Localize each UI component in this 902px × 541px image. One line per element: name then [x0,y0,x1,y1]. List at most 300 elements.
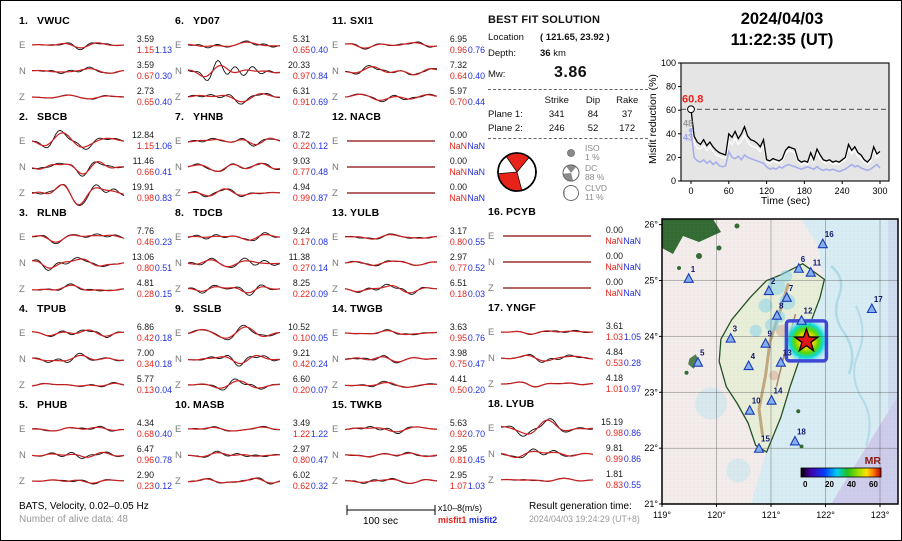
trace-values [124,130,172,151]
waveform-trace [188,276,280,302]
trace-values [280,470,328,491]
component-label: E [488,326,495,338]
trace-values [124,348,172,369]
station-header [19,111,173,128]
misfit1-value: 0.99 [605,454,623,464]
misfit2-value: NaN [623,288,641,298]
trace-values [124,34,172,55]
station-number: 13. [332,207,348,219]
waveform-row [19,58,173,84]
trace-amplitude: 5.63 [449,418,467,429]
component-label: Z [332,475,338,487]
waveform-row [175,58,329,84]
waveform-trace [32,320,124,346]
waveform-trace [32,180,124,206]
misfit1-value: 0.95 [449,333,467,343]
trace-amplitude: 7.00 [136,348,154,359]
station-group-twkb [332,399,486,495]
mw-value: 3.86 [554,64,588,81]
misfit1-value: 0.98 [136,193,154,203]
waveform-row [332,224,486,250]
station-header [175,111,329,128]
alive-data-count: Number of alive data: 48 [19,514,128,525]
component-label: N [332,65,339,77]
trace-amplitude: 8.72 [292,130,310,141]
misfit2-value: 0.86 [623,454,641,464]
trace-values [437,60,485,81]
waveform-row [488,371,642,397]
svg-text:121°: 121° [761,510,781,520]
trace-values [124,444,172,465]
focal-mechanism-beachball-icon [494,149,540,195]
misfit2-value: 0.12 [310,141,328,151]
trace-amplitude: 2.97 [292,444,310,455]
trace-amplitude: 15.19 [600,417,623,428]
misfit2-value: 0.32 [310,481,328,491]
misfit1-value: NaN [605,262,623,272]
trace-values [280,226,328,247]
waveform-row [19,224,173,250]
misfit1-value: 0.80 [136,263,154,273]
waveform-row [488,223,642,249]
svg-text:14: 14 [773,386,783,396]
waveform-trace [345,468,437,494]
station-name: LYUB [506,398,535,410]
station-name: TWGB [350,303,383,315]
misfit2-value: 0.40 [467,71,485,81]
trace-amplitude: 9.81 [605,443,623,454]
misfit1-value: 0.80 [449,237,467,247]
station-header [175,207,329,224]
station-header [332,111,486,128]
waveform-row [488,319,642,345]
col-dip: Dip [585,94,601,106]
component-label: Z [332,187,338,199]
misfit2-value: 0.51 [154,263,172,273]
svg-text:43: 43 [683,132,694,143]
component-label: Z [332,91,338,103]
misfit2-value: 0.04 [154,385,172,395]
trace-amplitude: 6.60 [292,374,310,385]
result-time-value: 2024/04/03 19:24:29 (UT+8) [529,514,640,524]
trace-amplitude: 11.38 [288,252,310,263]
waveform-row [175,276,329,302]
misfit1-value: NaN [449,141,467,151]
mw-label: Mw: [488,69,506,80]
trace-values [124,182,172,203]
station-header [175,15,329,32]
misfit1-value: NaN [605,236,623,246]
trace-values [280,182,328,203]
decomp-dc: DC 88 % [562,163,607,183]
waveform-trace [188,32,280,58]
waveform-trace [188,416,280,442]
misfit2-value: NaN [467,167,485,177]
trace-amplitude: 2.73 [136,86,154,97]
misfit1-value: NaN [449,193,467,203]
trace-amplitude: 6.47 [136,444,154,455]
filter-info: BATS, Velocity, 0.02–0.05 Hz [19,501,149,512]
waveform-trace [188,468,280,494]
component-label: N [175,353,182,365]
waveform-trace [32,468,124,494]
waveform-row [332,416,486,442]
misfit2-value: 0.18 [154,359,172,369]
trace-values [124,252,172,273]
misfit1-value: 0.67 [136,71,154,81]
misfit1-value: 0.97 [292,71,310,81]
location-value: ( 121.65, 23.92 ) [540,32,610,43]
misfit2-value: NaN [623,236,641,246]
station-header [488,302,642,319]
waveform-trace [345,224,437,250]
svg-text:24°: 24° [644,331,658,342]
waveform-trace [501,223,593,249]
misfit2-value: 0.03 [467,289,485,299]
iso-icon [562,144,580,162]
station-name: TDCB [193,207,223,219]
trace-values [593,251,641,272]
trace-values [280,156,328,177]
waveform-trace [345,250,437,276]
misfit1-value: 0.80 [292,455,310,465]
trace-values [593,443,641,464]
svg-text:26°: 26° [644,219,658,230]
station-group-vwuc [19,15,173,111]
component-label: Z [19,91,25,103]
component-label: N [19,65,26,77]
misfit1-value: 0.34 [136,359,154,369]
waveform-row [175,128,329,154]
waveform-trace [345,346,437,372]
component-label: Z [488,282,494,294]
trace-values [280,278,328,299]
trace-values [437,348,485,369]
station-header [19,15,173,32]
waveform-row [19,372,173,398]
misfit2-value: 0.40 [154,97,172,107]
trace-values [280,86,328,107]
component-label: E [332,39,339,51]
waveform-trace [345,58,437,84]
misfit2-value: 0.69 [310,97,328,107]
component-label: Z [488,378,494,390]
misfit2-value: 0.15 [154,289,172,299]
trace-values [280,322,328,343]
trace-amplitude: 19.91 [131,182,154,193]
trace-values [124,226,172,247]
component-label: E [332,135,339,147]
component-label: N [175,65,182,77]
misfit2-value: 0.05 [310,333,328,343]
svg-text:180: 180 [796,186,812,196]
svg-text:60: 60 [723,186,734,196]
waveform-trace [345,442,437,468]
misfit1-value: 0.13 [136,385,154,395]
trace-amplitude: 7.76 [136,226,154,237]
trace-values [124,278,172,299]
misfit1-value: 0.77 [449,263,467,273]
misfit1-value: 0.65 [136,97,154,107]
station-number: 10. [175,399,191,411]
component-label: E [332,423,339,435]
waveform-row [175,250,329,276]
station-number: 8. [175,207,185,219]
station-number: 18. [488,398,504,410]
component-label: N [488,352,495,364]
trace-amplitude: 0.00 [605,277,623,288]
component-label: N [175,161,182,173]
component-label: Z [332,379,338,391]
trace-amplitude: 5.31 [292,34,310,45]
misfit2-value: 1.06 [154,141,172,151]
station-number: 2. [19,111,29,123]
misfit-chart-ylabel: Misfit reduction (%) [647,74,659,164]
waveform-row [19,128,173,154]
waveform-row [19,468,173,494]
station-name: SXI1 [350,15,374,27]
misfit2-value: 1.03 [467,481,485,491]
waveform-row [19,276,173,302]
misfit2-value: 0.18 [154,333,172,343]
misfit1-value: 1.03 [605,332,623,342]
station-name: SBCB [37,111,68,123]
trace-amplitude: 8.25 [292,278,310,289]
trace-amplitude: 4.94 [292,182,310,193]
misfit1-value: 1.07 [449,481,467,491]
waveform-row [175,372,329,398]
table-row: Plane 2: 246 52 172 [488,122,636,134]
misfit1-value: 0.70 [449,97,467,107]
station-group-yd07 [175,15,329,111]
trace-amplitude: 0.00 [449,182,467,193]
misfit2-value: 0.48 [310,167,328,177]
station-name: YNGF [506,302,536,314]
component-label: N [332,161,339,173]
misfit2-value: 0.12 [154,481,172,491]
misfit2-value: 0.83 [154,193,172,203]
svg-text:18: 18 [796,427,806,437]
waveform-row [175,224,329,250]
component-label: N [175,449,182,461]
nodal-plane-table [488,93,648,135]
solution-title: BEST FIT SOLUTION [488,14,601,26]
waveform-trace [345,416,437,442]
svg-text:240: 240 [834,186,850,196]
station-header [19,303,173,320]
waveform-trace [32,84,124,110]
station-group-tpub [19,303,173,399]
event-date: 2024/04/03 [740,10,824,28]
trace-amplitude: 3.98 [449,348,467,359]
waveform-trace [32,128,124,154]
waveform-row [332,32,486,58]
trace-values [124,322,172,343]
trace-values [437,182,485,203]
svg-text:123°: 123° [870,510,890,520]
waveform-row [19,250,173,276]
amplitude-units: x10–8(m/s) [438,503,482,513]
station-number: 11. [332,15,347,27]
waveform-row [488,249,642,275]
component-label: E [19,423,26,435]
trace-values [437,86,485,107]
misfit2-value: 0.09 [310,289,328,299]
waveform-row [175,442,329,468]
location-label: Location [488,32,524,43]
misfit1-value: 0.22 [292,141,310,151]
misfit2-value: 0.23 [154,237,172,247]
misfit1-value: 0.64 [449,71,467,81]
trace-amplitude: 6.31 [292,86,310,97]
trace-values [437,156,485,177]
station-group-phub [19,399,173,495]
waveform-row [332,84,486,110]
waveform-row [175,346,329,372]
component-label: E [175,327,182,339]
col-strike: Strike [544,94,569,106]
waveform-trace [501,319,593,345]
component-label: Z [19,283,25,295]
misfit1-value: 0.66 [136,167,154,177]
waveform-trace [501,249,593,275]
misfit1-value: 0.75 [449,359,467,369]
waveform-trace [345,180,437,206]
trace-values [593,321,641,342]
waveform-row [332,154,486,180]
col-rake: Rake [616,94,639,106]
component-label: E [175,231,182,243]
trace-values [280,348,328,369]
trace-values [437,374,485,395]
svg-text:20: 20 [665,152,676,163]
waveform-trace [32,346,124,372]
misfit1-value: 0.62 [292,481,310,491]
trace-amplitude: 3.63 [449,322,467,333]
station-number: 12. [332,111,348,123]
trace-values [124,86,172,107]
component-label: E [332,231,339,243]
divider [488,138,648,139]
waveform-trace [188,372,280,398]
waveform-row [19,180,173,206]
divider [488,89,648,90]
misfit1-value: 1.01 [605,384,623,394]
misfit1-legend: misfit1 [438,515,467,525]
component-label: E [175,39,182,51]
svg-text:21°: 21° [644,499,658,509]
station-name: YD07 [193,15,221,27]
waveform-trace [345,154,437,180]
station-group-yngf [488,302,642,398]
misfit1-value: 1.15 [136,45,154,55]
misfit-legend [438,515,497,525]
misfit1-value: 0.77 [292,167,310,177]
waveform-row [332,128,486,154]
misfit2-value: 0.24 [310,359,328,369]
waveform-trace [32,250,124,276]
misfit2-value: 0.28 [623,358,641,368]
trace-amplitude: 3.61 [605,321,623,332]
waveform-trace [32,442,124,468]
misfit2-value: 0.45 [467,455,485,465]
trace-amplitude: 4.41 [449,374,467,385]
station-number: 14. [332,303,348,315]
trace-values [437,252,485,273]
waveform-trace [345,84,437,110]
component-label: E [488,230,495,242]
component-label: E [488,422,495,434]
component-label: Z [175,187,181,199]
misfit2-value: 0.40 [310,45,328,55]
decomposition-list [562,143,607,203]
component-label: Z [175,91,181,103]
misfit-reduction-chart [641,56,902,206]
waveform-trace [345,276,437,302]
station-group-rlnb [19,207,173,303]
station-number: 3. [19,207,29,219]
station-group-sxi1 [332,15,486,111]
trace-amplitude: 4.84 [605,347,623,358]
waveform-trace [501,275,593,301]
svg-text:0: 0 [670,176,676,186]
misfit1-value: 0.46 [136,237,154,247]
trace-amplitude: 2.97 [449,252,467,263]
waveform-row [19,442,173,468]
station-group-sbcb [19,111,173,207]
misfit1-value: 0.50 [449,385,467,395]
misfit1-value: 0.65 [292,45,310,55]
misfit2-value: 1.05 [623,332,641,342]
svg-text:300: 300 [872,186,888,196]
misfit1-value: 0.42 [292,359,310,369]
misfit1-value: 0.18 [449,289,467,299]
trace-values [280,60,328,81]
waveform-column [19,15,173,495]
trace-values [124,156,172,177]
component-label: E [19,231,26,243]
trace-amplitude: 2.95 [449,470,467,481]
component-label: N [332,353,339,365]
misfit1-value: 0.96 [449,45,467,55]
component-label: E [19,135,26,147]
component-label: N [332,257,339,269]
misfit2-value: 0.86 [623,428,641,438]
component-label: Z [19,187,25,199]
trace-values [593,469,641,490]
misfit1-value: 0.42 [136,333,154,343]
component-label: N [332,449,339,461]
waveform-row [175,84,329,110]
trace-values [124,60,172,81]
waveform-row [175,320,329,346]
station-name: PHUB [37,399,68,411]
station-name: VWUC [37,15,70,27]
svg-text:3: 3 [732,324,738,334]
station-group-masb [175,399,329,495]
component-label: Z [175,283,181,295]
misfit2-value: 0.14 [310,263,328,273]
misfit1-value: 0.92 [449,429,467,439]
misfit2-value: 0.44 [467,97,485,107]
waveform-trace [345,32,437,58]
misfit1-value: 0.27 [292,263,310,273]
trace-values [593,373,641,394]
waveform-row [488,415,642,441]
waveform-trace [345,128,437,154]
misfit1-value: 0.98 [605,428,623,438]
waveform-row [19,416,173,442]
